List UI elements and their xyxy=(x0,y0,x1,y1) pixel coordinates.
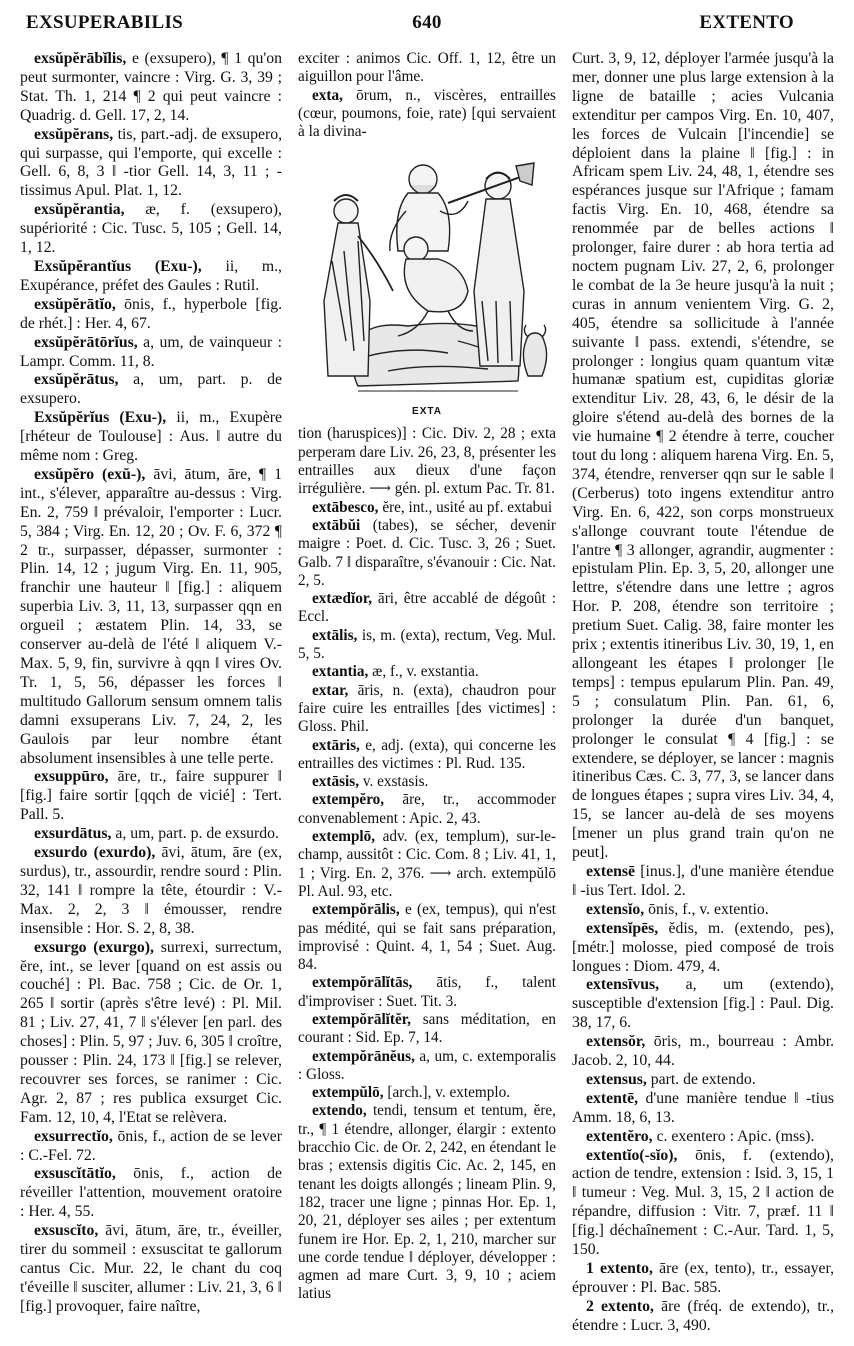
entry-definition: e, adj. (exta), qui concerne les entrailles des victimes : Pl. Rud. 135. xyxy=(298,736,556,772)
entry-definition: ōnis, f. (extendo), action de tendre, extension : Isid. 3, 15, 1 ‖ tumeur : Veg. Mul. 3, 15, 2 ‖ action de répandre, diffusion : Vitr. 7, præf. 11 ‖ [fig.] déchaînement : C.-Aur. Tard. 1, 5, 150. xyxy=(572,1146,834,1259)
entry-definition: ii, m., Exupérance, préfet des Gaules : Rutil. xyxy=(20,257,282,294)
entry-definition: a, um, c. extemporalis : Gloss. xyxy=(298,1047,557,1083)
dictionary-entry xyxy=(572,1071,834,1090)
entry-headword: extædĭor, xyxy=(312,590,373,608)
entry-headword: exsŭpĕrans, xyxy=(34,125,114,143)
entry-definition: a, um, part. p. de exsurdo. xyxy=(115,825,279,843)
entry-headword: extantia, xyxy=(312,663,369,681)
entry-headword: extempŏrālis, xyxy=(312,901,400,919)
column-right xyxy=(572,50,834,1336)
dictionary-entry xyxy=(572,1090,834,1128)
entry-headword: exsuscĭto, xyxy=(34,1222,99,1240)
entry-definition: ātis, f., talent d'improviser : Suet. Tit. 3. xyxy=(298,974,556,1010)
entry-definition: ōnis, f., v. extentio. xyxy=(648,900,769,918)
dictionary-entry xyxy=(572,1128,834,1147)
running-head-right: EXTENTO xyxy=(699,12,794,33)
entry-definition: æ, f., v. exstantia. xyxy=(372,663,479,681)
entry-definition: a, um, de vainqueur : Lampr. Comm. 11, 8. xyxy=(20,333,282,370)
entry-definition: ĕre, int., usité au pf. extabui xyxy=(382,498,553,516)
entry-headword: exsuppūro, xyxy=(34,768,109,786)
entry-definition: āre, tr., faire suppurer ‖ [fig.] faire sortir [qqch de vicié] : Tert. Pall. 5. xyxy=(20,768,283,824)
dictionary-entry xyxy=(298,828,556,901)
dictionary-entry xyxy=(298,87,556,142)
entry-definition: part. de extendo. xyxy=(650,1070,756,1088)
dictionary-entry xyxy=(20,334,282,372)
entry-headword: exsŭpĕrātōrĭus, xyxy=(34,333,138,351)
dictionary-entry xyxy=(20,1165,282,1222)
entry-headword: extensĭpēs, xyxy=(586,919,659,937)
figure-caption: EXTA xyxy=(412,406,442,418)
entry-definition: āvi, ātum, āre (ex, surdus), tr., assourdir, rendre sourd : Plin. 32, 141 ‖ rompre la tête, étourdir : V.-Max. 2, 2, 3 ‖ émousser, rendre insensible : Hor. S. 2, 8, 38. xyxy=(20,844,283,937)
entry-definition: sans méditation, en courant : Sid. Ep. 7, 14. xyxy=(298,1010,556,1047)
dictionary-entry xyxy=(572,863,834,901)
entry-definition: [inus.], d'une manière étendue ‖ -ius Tert. Idol. 2. xyxy=(572,862,834,899)
dictionary-entry xyxy=(20,409,282,466)
entry-headword: Exsŭpĕrĭus (Exu-), xyxy=(34,409,167,427)
entry-definition: a, um (extendo), susceptible d'extension [fig.] : Paul. Dig. 38, 17, 6. xyxy=(572,976,834,1032)
dictionary-entry xyxy=(20,50,282,126)
entry-headword: extāsis, xyxy=(312,773,360,791)
entry-definition: a, um, part. p. de exsupero. xyxy=(20,371,283,408)
entry-headword: extempŭlō, xyxy=(312,1084,384,1102)
entry-headword: extensĭo, xyxy=(586,900,645,918)
entry-definition: tendi, tensum et tentum, ĕre, tr., ¶ 1 étendre, allonger, élargir : extento bracchio Cic. de Or. 2, 242, en étendant le bras ; extensis digitis Cic. Ac. 2, 145, en tenant les doigts allongés ; lineam Plin. 9, 182, tracer une ligne ; pinnas Hor. Ep. 1, 20, 21, déployer ses ailes ; per extentum funem ire Hor. Ep. 2, 1, 210, marcher sur une corde tendue ‖ déployer, développer : agmen ad mare Curt. 3, 9, 10 ; aciem latius xyxy=(298,1102,556,1303)
entry-headword: extentĕro, xyxy=(586,1127,653,1145)
entry-headword: extensīvus, xyxy=(586,976,660,994)
entry-definition: [arch.], v. extemplo. xyxy=(387,1084,511,1102)
dictionary-entry xyxy=(298,517,556,590)
entry-definition: e (ex, tempus), qui n'est pas médité, qui se fait sans préparation, improvisé : Quint. 4, 1, 54 ; Suet. Aug. 84. xyxy=(298,901,557,974)
entry-definition: ĕdis, m. (extendo, pes), [métr.] molosse, pied composé de trois longues : Diom. 479, 4. xyxy=(572,919,835,975)
entry-headword: 1 extento, xyxy=(586,1260,653,1277)
entry-headword: extemplō, xyxy=(312,828,376,846)
entry-definition: āre, tr., accommoder convenablement : Apic. 2, 43. xyxy=(298,791,557,827)
dictionary-entry xyxy=(20,201,282,258)
dictionary-entry xyxy=(298,737,556,774)
entry-headword: exsurrectĭo, xyxy=(34,1127,113,1145)
entry-definition: ōnis, f., hyperbole [fig. de rhét.] : Her. 4, 67. xyxy=(20,295,283,332)
entry-definition: is, m. (exta), rectum, Veg. Mul. 5, 5. xyxy=(298,626,556,663)
dictionary-entry xyxy=(298,50,556,87)
dictionary-entry xyxy=(572,901,834,920)
entry-definition: (tabes), se sécher, devenir maigre : Poet. d. Cic. Tusc. 3, 26 ; Suet. Galb. 7 ‖ disparaître, s'évanouir : Cic. Nat. 2, 5. xyxy=(298,516,556,589)
entry-headword: exsŭpĕrātĭo, xyxy=(34,295,116,313)
entry-definition: ii, m., Exupère [rhéteur de Toulouse] : Aus. ‖ autre du même nom : Greg. xyxy=(20,409,282,465)
entry-headword: extāris, xyxy=(312,736,360,754)
dictionary-entry xyxy=(298,1048,556,1085)
dictionary-entry xyxy=(298,499,556,517)
dictionary-entry xyxy=(298,791,556,828)
entry-headword: extensē xyxy=(586,862,635,880)
dictionary-entry xyxy=(20,126,282,202)
entry-headword: exta, xyxy=(312,86,343,104)
dictionary-entry xyxy=(298,773,556,791)
entry-headword: extendo, xyxy=(312,1102,367,1120)
dictionary-entry xyxy=(20,1128,282,1166)
entry-headword: exsŭpĕrantia, xyxy=(34,201,125,219)
dictionary-entry xyxy=(298,1102,556,1303)
entry-headword: exsurgo (exurgo), xyxy=(34,938,154,956)
entry-headword: extempĕro, xyxy=(312,791,385,809)
dictionary-entry xyxy=(572,1298,834,1336)
entry-headword: extempŏrālĭtĕr, xyxy=(312,1010,411,1028)
dictionary-entry xyxy=(298,627,556,664)
dictionary-entry xyxy=(20,939,282,1128)
entry-headword: exsŭpĕrātus, xyxy=(34,371,119,389)
entry-headword: extālis, xyxy=(312,626,358,644)
dictionary-entry xyxy=(20,844,282,939)
entry-definition: ōrum, n., viscères, entrailles (cœur, poumons, foie, rate) [qui servaient à la divina- xyxy=(298,86,556,141)
dictionary-entry xyxy=(298,901,556,974)
page-number: 640 xyxy=(412,12,442,33)
entry-definition: ōris, m., bourreau : Ambr. Jacob. 2, 10, 44. xyxy=(572,1033,835,1070)
entry-definition: āri, être accablé de dégoût : Eccl. xyxy=(298,590,557,626)
entry-definition: ōnis, f., action de réveiller l'attention, mouvement oratoire : Her. 4, 55. xyxy=(20,1165,283,1221)
dictionary-entry xyxy=(572,50,834,863)
entry-definition: āre (fréq. de extendo), tr., étendre : Lucr. 3, 490. xyxy=(572,1297,835,1334)
dictionary-entry xyxy=(572,976,834,1033)
entry-headword: extentē, xyxy=(586,1089,639,1107)
entry-definition: āre (ex, tento), tr., essayer, éprouver : Pl. Bac. 585. xyxy=(572,1260,835,1296)
dictionary-entry xyxy=(298,425,556,498)
dictionary-entry xyxy=(20,371,282,409)
entry-headword: extempŏrālĭtās, xyxy=(312,974,413,992)
entry-definition: ōnis, f., action de se lever : C.-Fel. 72. xyxy=(20,1127,283,1164)
dictionary-entry xyxy=(20,768,282,825)
dictionary-entry xyxy=(20,296,282,334)
column-left xyxy=(20,50,282,1317)
dictionary-entry xyxy=(298,974,556,1011)
entry-definition: Curt. 3, 9, 12, déployer l'armée jusqu'à la mer, donner une plus large extension à la ligne de bataille ; acies Vulcania extenditur per campos Virg. En. 10, 407, les forces de Vulcain [l'incendie] se déploient dans la plaine ‖ [fig.] : in Africam spem Liv. 24, 48, 1, étendre ses espérances jusque sur l'Afrique ; famam factis Virg. En. 10, 468, étendre sa renommée par de belles actions ‖ prolonger, faire durer : ab hora tertia ad noctem pugnam Liv. 27, 2, 6, prolonger le combat de la 3e heure jusqu'à la nuit ; curas in annum venientem Virg. G. 2, 405, étendre sa sollicitude à l'année suivante ‖ pass. extendi, s'étendre, se prolonger : longius quam quantum vitæ humanæ spatium est, cupiditas gloriæ extenditur Liv. 28, 43, 6, le désir de la gloire s'étend au-delà des bornes de la vie humaine ¶ 2 étendre à terre, coucher tout du long : aliquem harena Virg. En. 5, 374, étendre, renverser qqn sur le sable ‖ (Cerberus) toto ingens extenditur antro Virg. En. 6, 422, son corps monstrueux s'allonge couvrant toute l'étendue de l'antre ¶ 3 allonger, agrandir, augmenter : epistulam Plin. Ep. 3, 5, 20, allonger une lettre, s'étendre dans une lettre ; agros Hor. P. 208, étendre son territoire ; pretium Suet. Calig. 38, faire monter les prix ; extentis itineribus Liv. 30, 19, 1, en allongeant les étapes ‖ prolonger [le temps] : tempus epularum Plin. Pan. 49, 5 ; consulatum Plin. Pan. 61, 6, prolonger la durée d'un banquet, prolonger le consulat ¶ 4 [fig.] : se extendere, se déployer, se lancer : magnis itineribus Cæs. C. 3, 77, 3, se lancer dans de longues étapes ; supra vires Liv. 34, 4, 15, se lancer au-delà de ses moyens [mener un plus grand train qu'on ne peut]. xyxy=(572,50,834,862)
dictionary-entry xyxy=(572,1260,834,1298)
entry-headword: extensŏr, xyxy=(586,1033,646,1051)
running-head-left: EXSUPERABILIS xyxy=(26,12,184,33)
entry-headword: exsurdo (exurdo), xyxy=(34,844,156,862)
entry-headword: extābŭi xyxy=(312,516,361,534)
entry-definition: adv. (ex, templum), sur-le-champ, aussitôt : Cic. Com. 8 ; Liv. 41, 1, 1 ; Virg. En. 2, 376. ⟶ arch. extempŭlō Pl. Aul. 93, etc. xyxy=(298,828,557,900)
entry-definition: c. exentero : Apic. (mss). xyxy=(656,1127,815,1145)
entry-definition: tion (haruspices)] : Cic. Div. 2, 28 ; exta perperam dare Liv. 26, 23, 8, présenter les entrailles aux dieux d'une façon irrégulière. ⟶ gén. pl. extum Pac. Tr. 81. xyxy=(298,425,556,498)
dictionary-entry xyxy=(572,1033,834,1071)
entry-definition: surrexi, surrectum, ĕre, int., se lever [quand on est assis ou couché] : Pl. Bac. 758 ; Cic. de Or. 1, 265 ‖ sortir (après s'être levé) : Pl. Mil. 81 ; Liv. 27, 41, 7 ‖ s'élever [en parl. des choses] : Plin. 5, 97 ; Juv. 6, 305 ‖ croître, pousser : Plin. 24, 173 ‖ [fig.] se relever, recouvrer ses forces, se ranimer : Cic. Agr. 2, 87 ; res publica exsurget Cic. Fam. 12, 10, 4, l'Etat se relèvera. xyxy=(20,938,282,1126)
entry-definition: āvi, ātum, āre, tr., éveiller, tirer du sommeil : exsuscitat te gallorum cantus Cic. Mur. 22, le chant du coq t'éveille ‖ susciter, allumer : Liv. 21, 3, 6 ‖ [fig.] provoquer, faire naître, xyxy=(20,1222,282,1315)
entry-headword: exsurdātus, xyxy=(34,825,112,843)
entry-headword: extempŏrānĕus, xyxy=(312,1047,415,1065)
entry-headword: exsuscĭtātĭo, xyxy=(34,1165,116,1183)
column-middle xyxy=(298,50,556,1304)
entry-headword: extar, xyxy=(312,681,349,699)
dictionary-entry xyxy=(20,466,282,769)
dictionary-entry xyxy=(20,825,282,844)
entry-headword: Exsŭpĕrantĭus (Exu-), xyxy=(34,257,202,275)
dictionary-entry xyxy=(20,1222,282,1317)
dictionary-entry xyxy=(298,682,556,737)
entry-headword: exsŭpĕrābĭlis, xyxy=(34,50,127,67)
dictionary-entry xyxy=(298,590,556,627)
dictionary-entry xyxy=(572,1147,834,1260)
entry-headword: 2 extento, xyxy=(586,1297,654,1315)
entry-definition: āris, n. (exta), chaudron pour faire cuire les entrailles [des victimes] : Gloss. Phil. xyxy=(298,681,556,736)
dictionary-entry xyxy=(298,663,556,681)
entry-definition: v. exstasis. xyxy=(362,773,429,791)
exta-illustration xyxy=(298,141,556,419)
entry-headword: extensus, xyxy=(586,1070,647,1088)
entry-definition: exciter : animos Cic. Off. 1, 12, être un aiguillon pour l'âme. xyxy=(298,50,556,86)
haruspices-engraving-icon xyxy=(298,141,556,403)
entry-definition: āvi, ātum, āre, ¶ 1 int., s'élever, apparaître au-dessus : Virg. En. 2, 759 ‖ prévaloir, l'emporter : Lucr. 5, 384 ; Virg. En. 12, 20 ; Ov. F. 6, 372 ¶ 2 tr., surpasser, dépasser, surmonter : Plin. 14, 12 ; jugum Virg. En. 11, 905, franchir une hauteur ‖ [fig.] : aliquem superbia Liv. 3, 11, 13, surpasser qqn en orgueil ; æstatem Plin. 14, 33, se conserver au-delà de l'été ‖ aliquem V.-Max. 5, 9, fin, survivre à qqn ‖ vires Ov. Tr. 1, 5, 56, dépasser les forces ‖ multitudo Gallorum sensum omnem talis damni exsuperans Liv. 7, 24, 2, les Gaulois par leur nombre étant absolument insensibles à une telle perte. xyxy=(20,465,282,767)
dictionary-entry xyxy=(572,920,834,977)
page-header xyxy=(0,6,854,32)
dictionary-entry xyxy=(298,1084,556,1102)
entry-definition: e (exsupero), ¶ 1 qu'on peut surmonter, vaincre : Virg. G. 3, 39 ; Stat. Th. 1, 214 ¶ 2 qui peut vaincre : Quadrig. d. Gell. 17, 2, 14. xyxy=(20,50,282,124)
entry-headword: exsŭpĕro (exŭ-), xyxy=(34,465,146,483)
entry-headword: extābesco, xyxy=(312,498,379,516)
dictionary-entry xyxy=(298,1011,556,1048)
entry-definition: æ, f. (exsupero), supériorité : Cic. Tusc. 5, 105 ; Gell. 14, 1, 12. xyxy=(20,201,282,257)
entry-definition: tis, part.-adj. de exsupero, qui surpasse, qui l'emporte, qui excelle : Gell. 6, 8, 3 ‖ -tior Gell. 14, 3, 11 ; -tissimus Apul. Plat. 1, 12. xyxy=(20,125,283,200)
dictionary-entry xyxy=(20,258,282,296)
entry-definition: d'une manière tendue ‖ -tius Amm. 18, 6, 13. xyxy=(572,1089,835,1126)
entry-headword: extentĭo(-sĭo), xyxy=(586,1146,678,1164)
